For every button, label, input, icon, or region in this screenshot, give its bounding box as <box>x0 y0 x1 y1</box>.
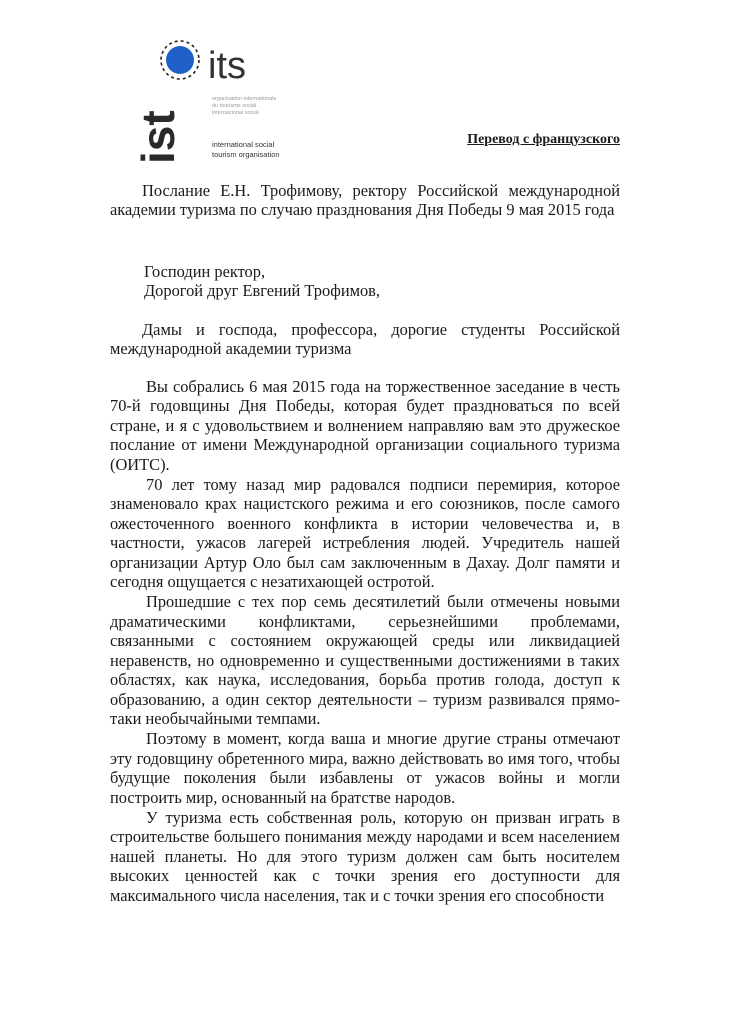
audience-address-text: Дамы и господа, профессора, дорогие студенты Российской международной академии туризма <box>110 320 620 359</box>
logo-org-line: international social <box>212 140 275 149</box>
logo-tagline-line: du tourisme social <box>212 103 257 109</box>
body-paragraph: Поэтому в момент, когда ваша и многие другие страны отмечают эту годовщину обретенного мира, важно действовать во имя того, чтобы будущие поколения были избавлены от ужасов войны и могли построить мир, основанный на братстве народов. <box>110 729 620 807</box>
logo-org-line: tourism organisation <box>212 150 280 159</box>
logo-tagline <box>212 96 302 117</box>
logo-its-text: its <box>208 45 246 87</box>
translation-note: Перевод с французского <box>467 132 620 147</box>
body-paragraph: Вы собрались 6 мая 2015 года на торжественное заседание в честь 70-й годовщины Дня Победы, которая будет праздноваться по всей стране, и я с удовольствием и волнением направляю вам это дружеское послание от имени Международной организации социального туризма (ОИТС). <box>110 377 620 474</box>
logo-ist-text: ist <box>132 110 184 164</box>
letter-title-text: Послание Е.Н. Трофимову, ректору Российской международной академии туризма по случаю празднования Дня Победы 9 мая 2015 года <box>110 181 620 220</box>
logo-tagline-line: internacional social <box>212 110 259 116</box>
audience-address <box>110 320 620 359</box>
body-paragraph: У туризма есть собственная роль, которую он призван играть в строительстве большего понимания между народами и всем населением нашей планеты. Но для этого туризм должен сам быть носителем высоких ценностей как с точки зрения его доступности для максимального числа населения, так и с точки зрения его способности <box>110 807 620 905</box>
body-paragraph: Прошедшие с тех пор семь десятилетий были отмечены новыми драматическими конфликтами, серьезнейшими проблемами, связанными с состоянием окружающей среды или ликвидацией неравенств, но одновременно и существенными достижениями в таких областях, как наука, исследования, борьба против голода, доступ к образованию, а один сектор деятельности – туризм развивался прямо-таки необычайными темпами. <box>110 592 620 728</box>
body-paragraph: 70 лет тому назад мир радовался подписи перемирия, которое знаменовало крах нацистского режима и его союзников, после самого ожесточенного военного конфликта в истории человечества и, в частности, ужасов лагерей истребления людей. Учредитель нашей организации Артур Оло был сам заключенным в Дахау. Долг памяти и сегодня ощущается с незатихающей остротой. <box>110 475 620 592</box>
letter-body <box>110 377 620 905</box>
logo-tagline-line: organisation internationale <box>212 96 277 102</box>
oits-logo <box>132 36 290 172</box>
salutation-line: Господин ректор, <box>144 262 266 281</box>
salutation <box>144 262 624 301</box>
letter-title <box>110 181 620 220</box>
logo-org-name <box>212 140 312 160</box>
salutation-line: Дорогой друг Евгений Трофимов, <box>144 281 380 301</box>
